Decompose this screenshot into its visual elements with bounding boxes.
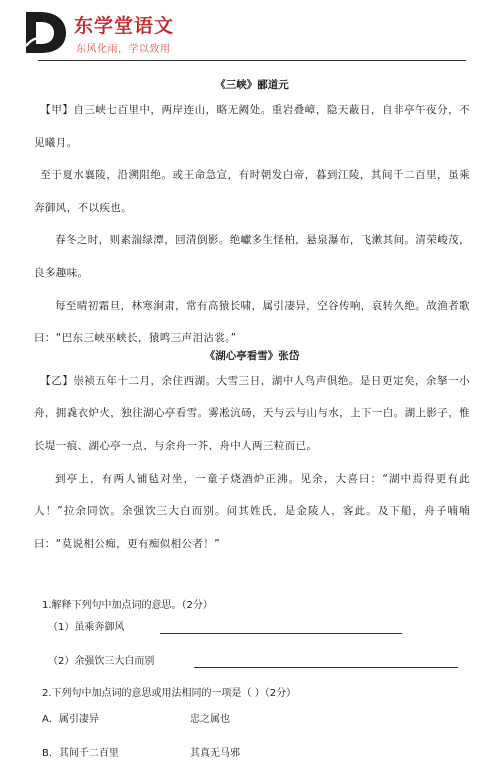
- question-2-stem: 2.下列句中加点词的意思或用法相同的一项是（ ）（2分）: [42, 688, 297, 699]
- passage-a-title: 《三峡》郦道元: [215, 79, 289, 91]
- answer-blank-2[interactable]: [194, 667, 458, 668]
- header-divider: [38, 60, 466, 61]
- brand-slogan: 东风化雨，学以致用: [76, 44, 171, 55]
- reading-passages: [34, 76, 470, 560]
- question-2-option-a: A．属引凄异 忠之属也: [42, 714, 230, 725]
- question-1-stem: 1.解释下列句中加点词的意思。（2分）: [42, 600, 213, 611]
- document-header: [0, 0, 504, 62]
- question-2-option-b: B．其间千二百里 其真无马邪: [42, 748, 240, 759]
- passage-a-paragraph-2: 至于夏水襄陵，沿溯阻绝。或王命急宣，有时朝发白帝，暮到江陵，其间千二百里，虽乘奔御风，不以疾也。: [34, 169, 470, 214]
- question-1-item-2: （2）余强饮三大白而别: [42, 652, 472, 672]
- question-1-item-1: （1）虽乘奔御风: [42, 618, 472, 638]
- answer-blank-1[interactable]: [160, 633, 402, 634]
- passage-a-paragraph-4: 每至晴初霜旦，林寒涧肃，常有高猿长啸，属引凄异，空谷传响，哀转久绝。故渔者歌曰：“巴东三峡巫峡长，猿鸣三声泪沾裳。”: [34, 299, 470, 345]
- passage-b-title: 《湖心亭看雪》张岱: [204, 349, 300, 362]
- passage-a-paragraph-3: 春冬之时，则素湍绿潭，回清倒影。绝巘多生怪柏，悬泉瀑布，飞漱其间。清荣峻茂，良多趣味。: [34, 234, 470, 279]
- brand-logo-icon: [22, 8, 68, 56]
- passage-b-paragraph-1: 【乙】崇祯五年十二月，余住西湖。大雪三日，湖中人鸟声俱绝。是日更定矣，余拏一小舟，拥毳衣炉火，独往湖心亭看雪。雾凇沆砀，天与云与山与水，上下一白。湖上影子，惟长堤一痕、湖心亭一点、与余舟一芥、舟中人两三粒而已。: [34, 374, 470, 452]
- passage-b-paragraph-2: 到亭上，有两人铺毡对坐，一童子烧酒炉正沸。见余，大喜曰：“湖中焉得更有此人！”拉余同饮。余强饮三大白而别。问其姓氏，是金陵人，客此。及下船，舟子喃喃曰：“莫说相公痴，更有痴似相公者！”: [34, 472, 470, 550]
- question-section: [42, 596, 472, 764]
- passage-a-paragraph-1: 【甲】自三峡七百里中，两岸连山，略无阙处。重岩叠嶂，隐天蔽日，自非亭午夜分，不见曦月。: [34, 104, 470, 149]
- brand-title: 东学堂语文: [74, 15, 175, 37]
